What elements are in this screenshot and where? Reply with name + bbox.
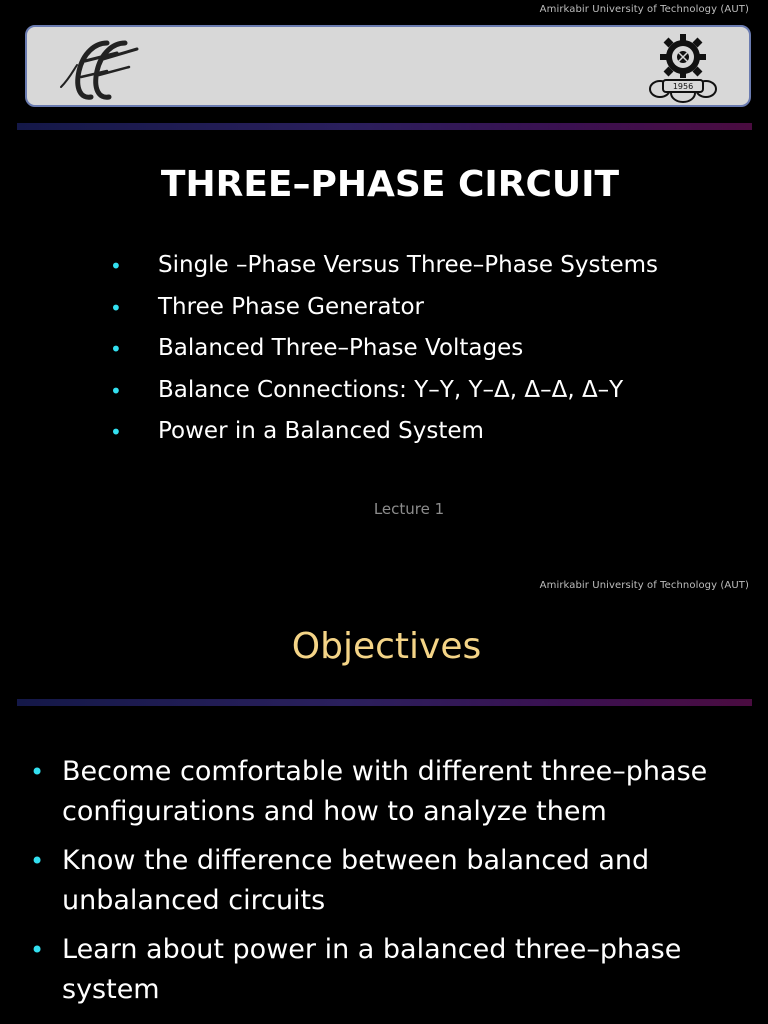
title-slide: Amirkabir University of Technology (AUT) 1956 THREE–PHASE CIRCUIT • Single –Phase Versus Three–Phase Systems • Three Phase Generator • Balanced Three–Phase Voltages • Balance Connections: Y–Y, Y–Δ, Δ–Δ, Δ–Y • Power in a Balanced System Lecture 1 (0, 0, 768, 576)
title-divider (17, 699, 752, 706)
objective-item: • Know the difference between balanced and unbalanced circuits (30, 841, 750, 921)
bullet-icon: • (110, 295, 122, 320)
bullet-icon: • (30, 758, 45, 786)
header-banner (25, 25, 751, 107)
bullet-icon: • (30, 847, 45, 875)
aut-emblem-logo (643, 31, 723, 105)
bullet-icon: • (30, 936, 45, 964)
bullet-icon: • (110, 378, 122, 403)
bullet-icon: • (110, 337, 122, 362)
header-divider (17, 123, 752, 130)
lecture-label: Lecture 1 (373, 500, 445, 518)
university-caption: Amirkabir University of Technology (AUT) (539, 4, 749, 15)
objectives-title: Objectives (291, 626, 482, 667)
ee-department-logo (55, 31, 145, 103)
objective-item: • Become comfortable with different three–phase configurations and how to analyze them (30, 752, 750, 832)
objective-item: • Learn about power in a balanced three–phase system (30, 930, 750, 1010)
slide-title: THREE–PHASE CIRCUIT (160, 164, 620, 205)
objectives-slide (0, 576, 768, 1024)
bullet-icon: • (110, 254, 122, 278)
university-caption: Amirkabir University of Technology (AUT) (539, 580, 749, 591)
bullet-icon: • (110, 420, 122, 445)
objectives-list (30, 752, 750, 1019)
aut-emblem-year: 1956 (672, 82, 694, 91)
